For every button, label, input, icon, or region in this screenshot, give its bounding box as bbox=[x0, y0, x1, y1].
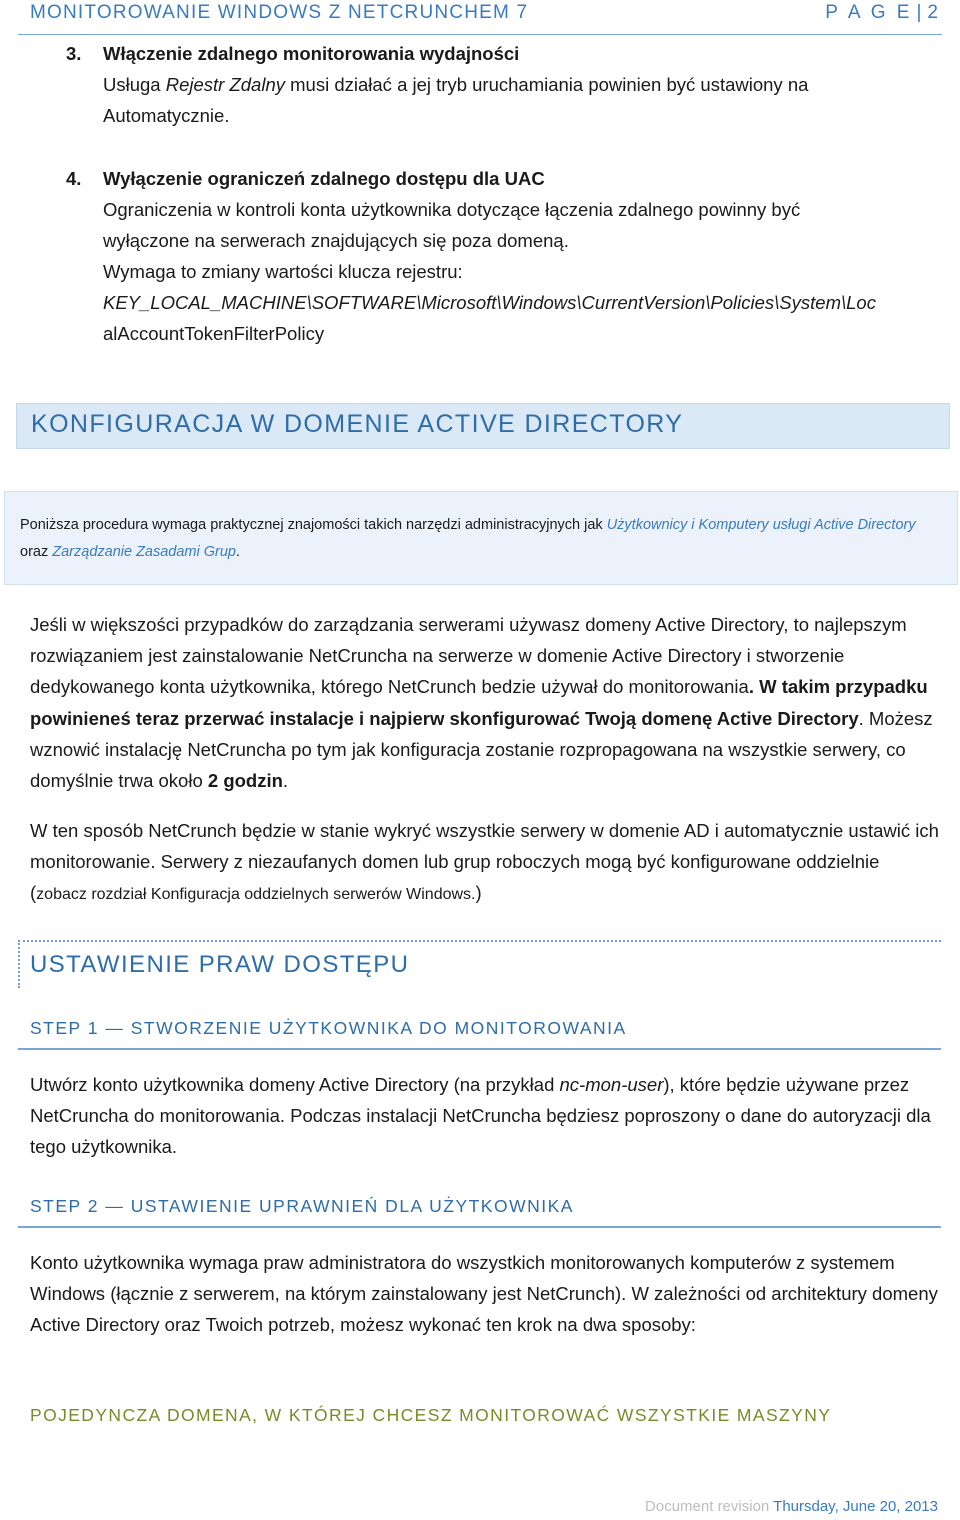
list-number: 3. bbox=[66, 43, 82, 64]
subsection-heading: POJEDYNCZA DOMENA, W KTÓREJ CHCESZ MONITOROWAĆ WSZYSTKIE MASZYNY bbox=[30, 1405, 832, 1425]
step2-heading: STEP 2 — USTAWIENIE UPRAWNIEŃ DLA UŻYTKOWNIKA bbox=[30, 1196, 574, 1216]
chapter-reference: zobacz rozdział Konfiguracja oddzielnych serwerów Windows. bbox=[36, 886, 476, 904]
section-heading: USTAWIENIE PRAW DOSTĘPU bbox=[30, 951, 410, 978]
paragraph-ad-intro: Jeśli w większości przypadków do zarządzania serwerami używasz domeny Active Directory, to najlepszym rozwiązaniem jest zainstalowanie NetCruncha na serwerze w domenie Active Directory i stworzenie dedykowanego konta użytkownika, którego NetCrunch bedzie używał do monitorowania. W takim przypadku powinieneś teraz przerwać instalacje i najpierw skonfigurować Twoją domenę Active Directory. Możesz wznowić instalację NetCruncha po tym jak konfiguracja zostanie rozpropagowana na wszystkie serwery, co domyślnie trwa około 2 godzin. bbox=[30, 614, 933, 792]
list-item-title: Włączenie zdalnego monitorowania wydajności bbox=[103, 43, 520, 64]
step1-rule bbox=[18, 1048, 941, 1050]
note-text: Poniższa procedura wymaga praktycznej znajomości takich narzędzi administracyjnych jak Użytkownicy i Komputery usługi Active Directory oraz Zarządzanie Zasadami Grup. bbox=[20, 517, 916, 560]
page-indicator bbox=[825, 2, 938, 24]
footer-label: Document revision bbox=[645, 1498, 770, 1515]
section-heading-box bbox=[16, 403, 950, 449]
page-number: 2 bbox=[927, 2, 938, 23]
link-group-policy[interactable]: Zarządzanie Zasadami Grup bbox=[52, 544, 236, 560]
registry-key-path: KEY_LOCAL_MACHINE\SOFTWARE\Microsoft\Windows\CurrentVersion\Policies\System\Loc bbox=[103, 292, 876, 313]
link-users-computers[interactable]: Użytkownicy i Komputery usługi Active Directory bbox=[606, 517, 916, 533]
bold-duration: 2 godzin bbox=[207, 770, 283, 792]
list-item-text: Ograniczenia w kontroli konta użytkownika dotyczące łączenia zdalnego powinny być bbox=[103, 199, 801, 220]
paragraph-ad-discovery: W ten sposób NetCrunch będzie w stanie wykryć wszystkie serwery w domenie AD i automatycznie ustawić ich monitorowanie. Serwery z niezaufanych domen lub grup roboczych mogą być konfigurowane oddzielnie (zobacz rozdział Konfiguracja oddzielnych serwerów Windows.) bbox=[30, 820, 939, 904]
list-item bbox=[66, 163, 946, 349]
page-separator: | bbox=[916, 2, 922, 23]
step2-rule bbox=[18, 1226, 941, 1228]
footer-date: Thursday, June 20, 2013 bbox=[773, 1498, 938, 1515]
note-box bbox=[4, 491, 958, 585]
bold-instruction: W takim przypadku powinieneś teraz przerwać instalacje i najpierw skonfigurować Twoją domenę Active Directory bbox=[30, 676, 928, 729]
list-item-text: Wymaga to zmiany wartości klucza rejestru: bbox=[103, 261, 463, 282]
running-header-title: MONITOROWANIE WINDOWS Z NETCRUNCHEM 7 bbox=[30, 2, 529, 23]
list-item-title: Wyłączenie ograniczeń zdalnego dostępu dla UAC bbox=[103, 168, 545, 189]
page-label: P A G E bbox=[825, 2, 913, 23]
paragraph-step1: Utwórz konto użytkownika domeny Active Directory (na przykład nc-mon-user), które będzie używane przez NetCruncha do monitorowania. Podczas instalacji NetCruncha będziesz poproszony o dane do autoryzacji dla tego użytkownika. bbox=[30, 1074, 931, 1158]
step1-heading: STEP 1 — STWORZENIE UŻYTKOWNIKA DO MONITOROWANIA bbox=[30, 1018, 627, 1038]
header-rule bbox=[18, 34, 942, 35]
paragraph-step2: Konto użytkownika wymaga praw administratora do wszystkich monitorowanych komputerów z systemem Windows (łącznie z serwerem, na którym zainstalowany jest NetCrunch). W zależności od architektury domeny Active Directory oraz Twoich potrzeb, możesz wykonać ten krok na dwa sposoby: bbox=[30, 1252, 938, 1336]
list-item-text: wyłączone na serwerach znajdujących się poza domeną. bbox=[103, 230, 569, 251]
list-item-text: Usługa Rejestr Zdalny musi działać a jej tryb uruchamiania powinien być ustawiony na bbox=[103, 74, 809, 95]
registry-value-name: alAccountTokenFilterPolicy bbox=[103, 323, 325, 344]
list-item-text-cont: Automatycznie. bbox=[103, 105, 230, 126]
footer bbox=[645, 1498, 938, 1515]
list-item bbox=[66, 38, 946, 131]
example-username: nc-mon-user bbox=[559, 1074, 664, 1095]
list-number: 4. bbox=[66, 168, 82, 189]
section-heading: KONFIGURACJA W DOMENIE ACTIVE DIRECTORY bbox=[31, 410, 684, 438]
